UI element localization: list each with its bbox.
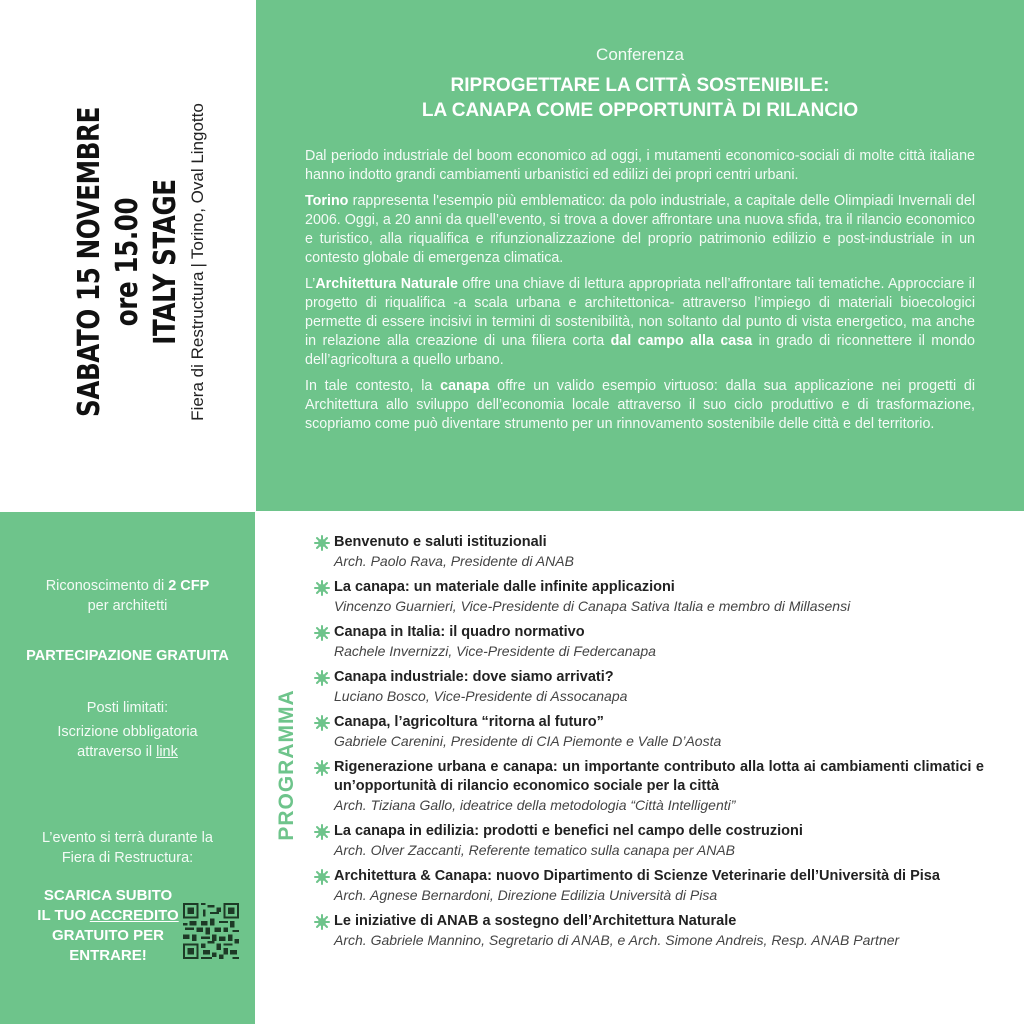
event-date: SABATO 15 NOVEMBRE [72, 107, 107, 417]
free-participation: PARTECIPAZIONE GRATUITA [26, 648, 229, 664]
bold-torino: Torino [305, 193, 349, 209]
conference-title [256, 73, 1024, 123]
title-line-1: RIPROGETTARE LA CITTÀ SOSTENIBILE: [450, 75, 830, 96]
conference-kicker: Conferenza [596, 45, 684, 64]
paragraph-text: In tale contesto, la [305, 378, 441, 394]
hemp-leaf-icon [314, 824, 330, 840]
cfp-count: 2 CFP [168, 578, 210, 594]
event-during [0, 828, 255, 868]
program-item [314, 668, 984, 706]
event-venue [188, 103, 208, 421]
bold-architettura-naturale: Architettura Naturale [315, 276, 458, 292]
limited-seats: Posti limitati: [86, 700, 169, 716]
venue-fair: Fiera di Restructura [188, 271, 207, 421]
hemp-leaf-icon [314, 625, 330, 641]
during-line-2: Fiera di Restructura: [61, 850, 194, 866]
title-line-2: LA CANAPA COME OPPORTUNITÀ DI RILANCIO [421, 100, 859, 121]
hemp-leaf-icon [314, 580, 330, 596]
program-item [314, 713, 984, 751]
cta-line-3: GRATUITO PER [52, 927, 164, 944]
hemp-leaf-icon [314, 869, 330, 885]
program-item-speaker: Arch. Gabriele Mannino, Segretario di ANAB, e Arch. Simone Andreis, Resp. ANAB Partner [334, 932, 900, 948]
program-item-speaker: Vincenzo Guarnieri, Vice-Presidente di Canapa Sativa Italia e membro di Millasensi [334, 598, 851, 614]
paragraph-text: L’ [305, 276, 316, 292]
program-item [314, 758, 984, 815]
program-item-title: Canapa, l’agricoltura “ritorna al futuro” [334, 714, 604, 730]
intro-text [305, 147, 975, 441]
intro-paragraph: Dal periodo industriale del boom economico ad oggi, i mutamenti economico-sociali di molte città italiane hanno indotto grandi cambiamenti urbanistici ed edilizi dei propri centri urbani. [305, 148, 975, 183]
program-item [314, 623, 984, 661]
cfp-text: Riconoscimento di [45, 578, 169, 594]
program-list [314, 533, 984, 957]
program-item-title: Canapa in Italia: il quadro normativo [334, 624, 585, 640]
program-item-title: Architettura & Canapa: nuovo Dipartimento di Scienze Veterinarie dell’Università di Pisa [334, 868, 940, 884]
event-time: ore 15.00 [110, 197, 145, 327]
program-item-speaker: Arch. Paolo Rava, Presidente di ANAB [334, 553, 574, 569]
cfp-info [0, 576, 255, 616]
program-item-speaker: Arch. Olver Zaccanti, Referente tematico sulla canapa per ANAB [334, 842, 735, 858]
cta-text: IL TUO [37, 907, 90, 924]
program-item [314, 533, 984, 571]
event-date-panel [0, 0, 256, 511]
signup-info [0, 698, 255, 762]
hemp-leaf-icon [314, 715, 330, 731]
cta-line-1: SCARICA SUBITO [43, 887, 173, 904]
intro-paragraph [305, 192, 975, 268]
program-item-speaker: Gabriele Carenini, Presidente di CIA Piemonte e Valle D’Aosta [334, 733, 722, 749]
paragraph-text: offre un valido esempio virtuoso: dalla sua applicazione nei progetti di Architettura allo sviluppo dell’economia locale attraverso il suo ciclo produttivo e di trasformazione, scopriamo come può diventare strumento per un rinnovamento sostenibile delle città e del territorio. [305, 378, 975, 432]
program-item-speaker: Arch. Tiziana Gallo, ideatrice della metodologia “Città Intelligenti” [334, 797, 736, 813]
program-item [314, 912, 984, 950]
program-item-speaker: Arch. Agnese Bernardoni, Direzione Edilizia Università di Pisa [334, 887, 718, 903]
hemp-leaf-icon [314, 914, 330, 930]
signup-text: attraverso il [77, 744, 157, 760]
program-item [314, 578, 984, 616]
venue-place: Torino, Oval Lingotto [188, 103, 207, 260]
during-line-1: L’evento si terrà durante la [42, 830, 213, 846]
program-item [314, 867, 984, 905]
signup-link[interactable]: link [156, 744, 178, 760]
hemp-leaf-icon [314, 535, 330, 551]
program-label: PROGRAMMA [275, 689, 298, 841]
accreditation-cta [28, 886, 188, 966]
signup-required: Iscrizione obbligatoria [57, 724, 198, 740]
event-date-block [71, 73, 185, 451]
hemp-leaf-icon [314, 670, 330, 686]
qr-code-icon[interactable] [183, 903, 239, 959]
cfp-audience: per architetti [87, 598, 168, 614]
program-item-title: Le iniziative di ANAB a sostegno dell’Architettura Naturale [334, 913, 737, 929]
program-item-speaker: Luciano Bosco, Vice-Presidente di Assocanapa [334, 688, 628, 704]
bold-dal-campo: dal campo alla casa [610, 333, 753, 349]
bold-canapa: canapa [440, 378, 490, 394]
cta-line-4: ENTRARE! [69, 947, 147, 964]
intro-paragraph [305, 377, 975, 434]
intro-paragraph [305, 275, 975, 370]
paragraph-text: offre una chiave di lettura appropriata nell’affrontare tali tematiche. Approcciare il progetto di riqualifica -a scala urbana e architettonica- attraverso l’impiego di materiali bioecologici permette di essere incisivi in termini di sostenibilità, non soltanto dal punto di vista energetico, ma anche in relazione alla creazione di una filiera corta [305, 276, 975, 349]
venue-separator: | [188, 263, 207, 268]
event-stage: ITALY STAGE [148, 179, 183, 345]
accredito-link[interactable]: ACCREDITO [89, 907, 179, 924]
program-item-speaker: Rachele Invernizzi, Vice-Presidente di Federcanapa [334, 643, 656, 659]
paragraph-text: rappresenta l'esempio più emblematico: da polo industriale, a capitale delle Olimpiadi Invernali del 2006. Oggi, a 20 anni da quell’evento, si trova a dover affrontare una nuova sfida, tra il rilancio economico e turistico, alla riqualifica e rifunzionalizzazione del proprio patrimonio edilizio e post-industriale in un contesto globale di emergenza climatica. [305, 193, 975, 266]
program-item-title: Canapa industriale: dove siamo arrivati? [334, 669, 614, 685]
program-item [314, 822, 984, 860]
program-item-title: Benvenuto e saluti istituzionali [334, 534, 547, 550]
program-item-title: Rigenerazione urbana e canapa: un importante contributo alla lotta ai cambiamenti climatici e un’opportunità di rilancio economico sociale per la città [334, 759, 984, 794]
program-item-title: La canapa: un materiale dalle infinite applicazioni [334, 579, 675, 595]
paragraph-text: in grado di riconnettere il mondo dell’agricoltura a quello urbano. [305, 333, 975, 368]
hemp-leaf-icon [314, 760, 330, 776]
program-item-title: La canapa in edilizia: prodotti e benefici nel campo delle costruzioni [334, 823, 803, 839]
